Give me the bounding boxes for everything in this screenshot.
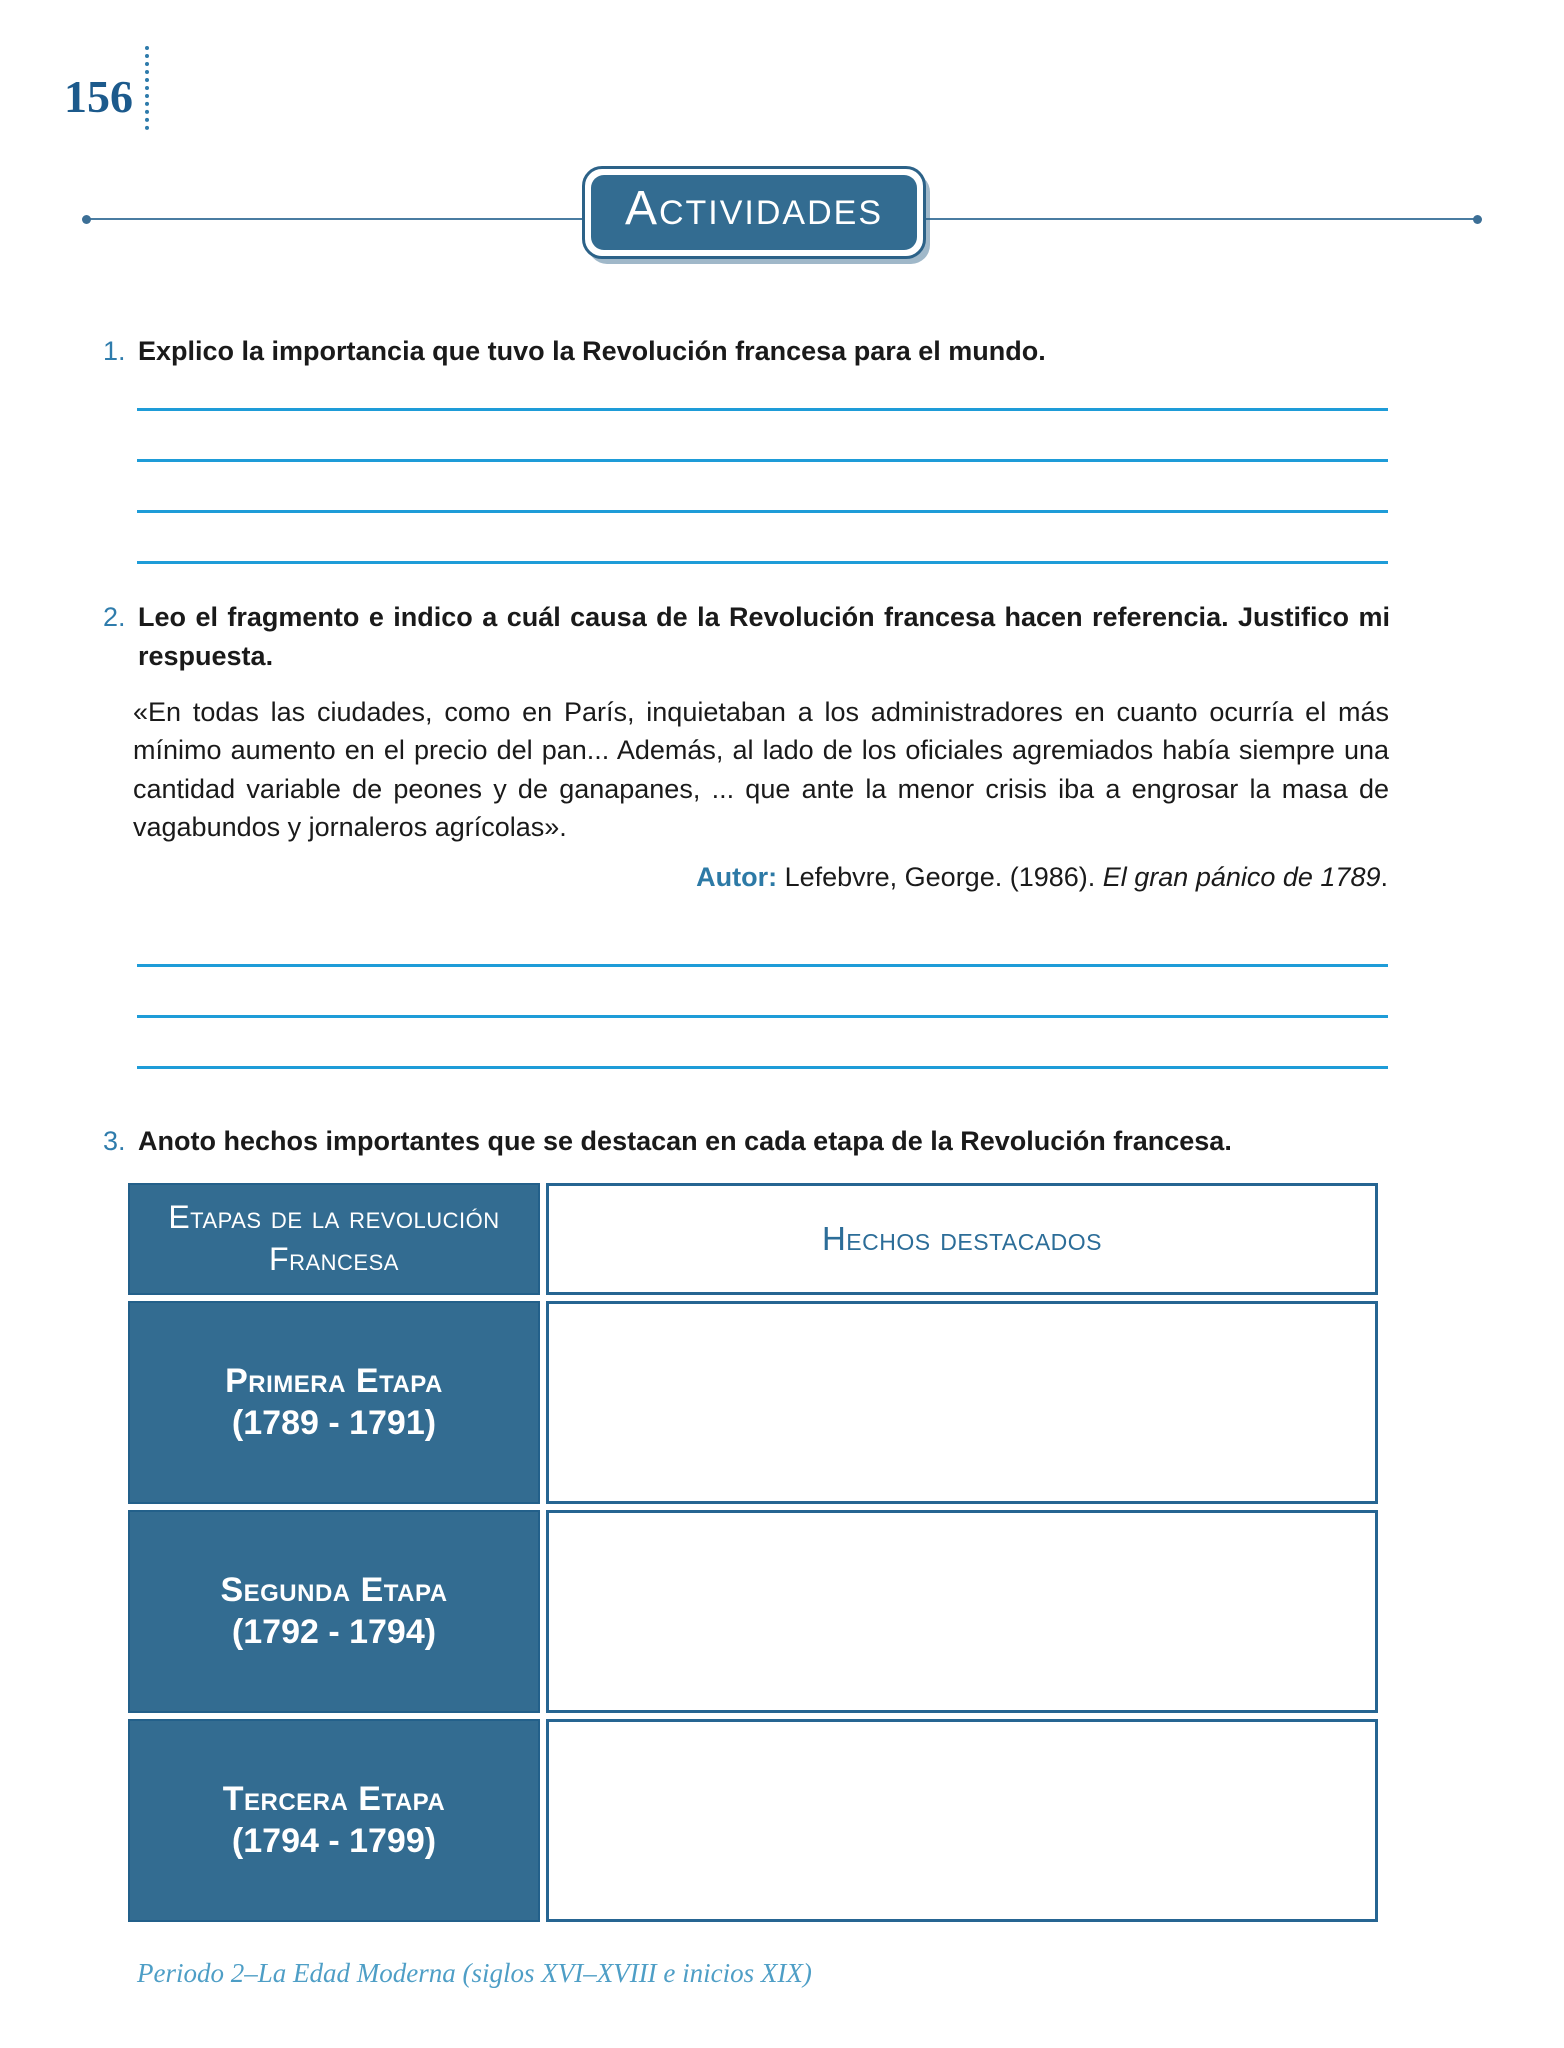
answer-line: [137, 372, 1388, 411]
page-number-block: [64, 46, 149, 122]
answer-line: [137, 1018, 1388, 1069]
author-work: El gran pánico de 1789: [1102, 862, 1381, 892]
stage-years: (1792 - 1794): [231, 1612, 437, 1651]
author-line: [137, 862, 1388, 893]
page-footer: Periodo 2–La Edad Moderna (siglos XVI–XVIII e inicios XIX): [137, 1958, 812, 1988]
answer-line: [137, 513, 1388, 564]
question-1-heading: [103, 332, 1390, 371]
stage-name: Segunda Etapa: [220, 1570, 448, 1609]
stage-cell-3: [128, 1719, 540, 1922]
question-2-heading: [103, 598, 1390, 676]
facts-cell-2: [546, 1510, 1378, 1713]
facts-cell-3: [546, 1719, 1378, 1922]
activities-banner: [0, 160, 1564, 260]
question-3-number: 3.: [103, 1126, 126, 1156]
question-1-answer-lines: [137, 372, 1388, 564]
question-1-text: Explico la importancia que tuvo la Revolución francesa para el mundo.: [138, 336, 1046, 366]
question-1-number: 1.: [103, 336, 126, 366]
question-2-answer-lines: [137, 928, 1388, 1069]
stage-years: (1789 - 1791): [231, 1403, 437, 1442]
author-citation-end: .: [1380, 862, 1388, 892]
activities-badge: [582, 166, 926, 259]
author-citation: Lefebvre, George. (1986).: [777, 862, 1103, 892]
question-2-number: 2.: [103, 602, 126, 632]
stage-cell-2: [128, 1510, 540, 1713]
question-3-heading: [103, 1122, 1390, 1161]
facts-cell-1: [546, 1301, 1378, 1504]
table-header-stages: Etapas de la revolución Francesa: [128, 1183, 540, 1295]
table-header-facts: Hechos destacados: [546, 1183, 1378, 1295]
stage-name: Primera Etapa: [225, 1361, 443, 1400]
answer-line: [137, 967, 1388, 1018]
quote-paragraph: «En todas las ciudades, como en París, inquietaban a los administradores en cuanto ocurría el más mínimo aumento en el precio del pan... Además, al lado de los oficiales agremiados había siempre una cantidad variable de peones y de ganapanes, ... que ante la menor crisis iba a engrosar la masa de vagabundos y jornaleros agrícolas».: [133, 697, 1389, 842]
stage-cell-1: [128, 1301, 540, 1504]
page-number: 156: [64, 71, 133, 122]
answer-line: [137, 928, 1388, 967]
activities-badge-wrap: [0, 166, 1564, 259]
stage-name: Tercera Etapa: [222, 1779, 446, 1818]
stages-table: [128, 1183, 1378, 1922]
question-3-text: Anoto hechos importantes que se destacan en cada etapa de la Revolución francesa.: [138, 1126, 1232, 1156]
activities-title: Actividades: [624, 182, 884, 235]
page-number-dotted-rule: [145, 46, 149, 130]
stage-years: (1794 - 1799): [231, 1821, 437, 1860]
activities-badge-inner: [591, 175, 917, 250]
author-label: Autor:: [696, 862, 778, 892]
answer-line: [137, 462, 1388, 513]
question-2-text: Leo el fragmento e indico a cuál causa de la Revolución francesa hacen referencia. Justifico mi respuesta.: [138, 602, 1390, 672]
answer-line: [137, 411, 1388, 462]
